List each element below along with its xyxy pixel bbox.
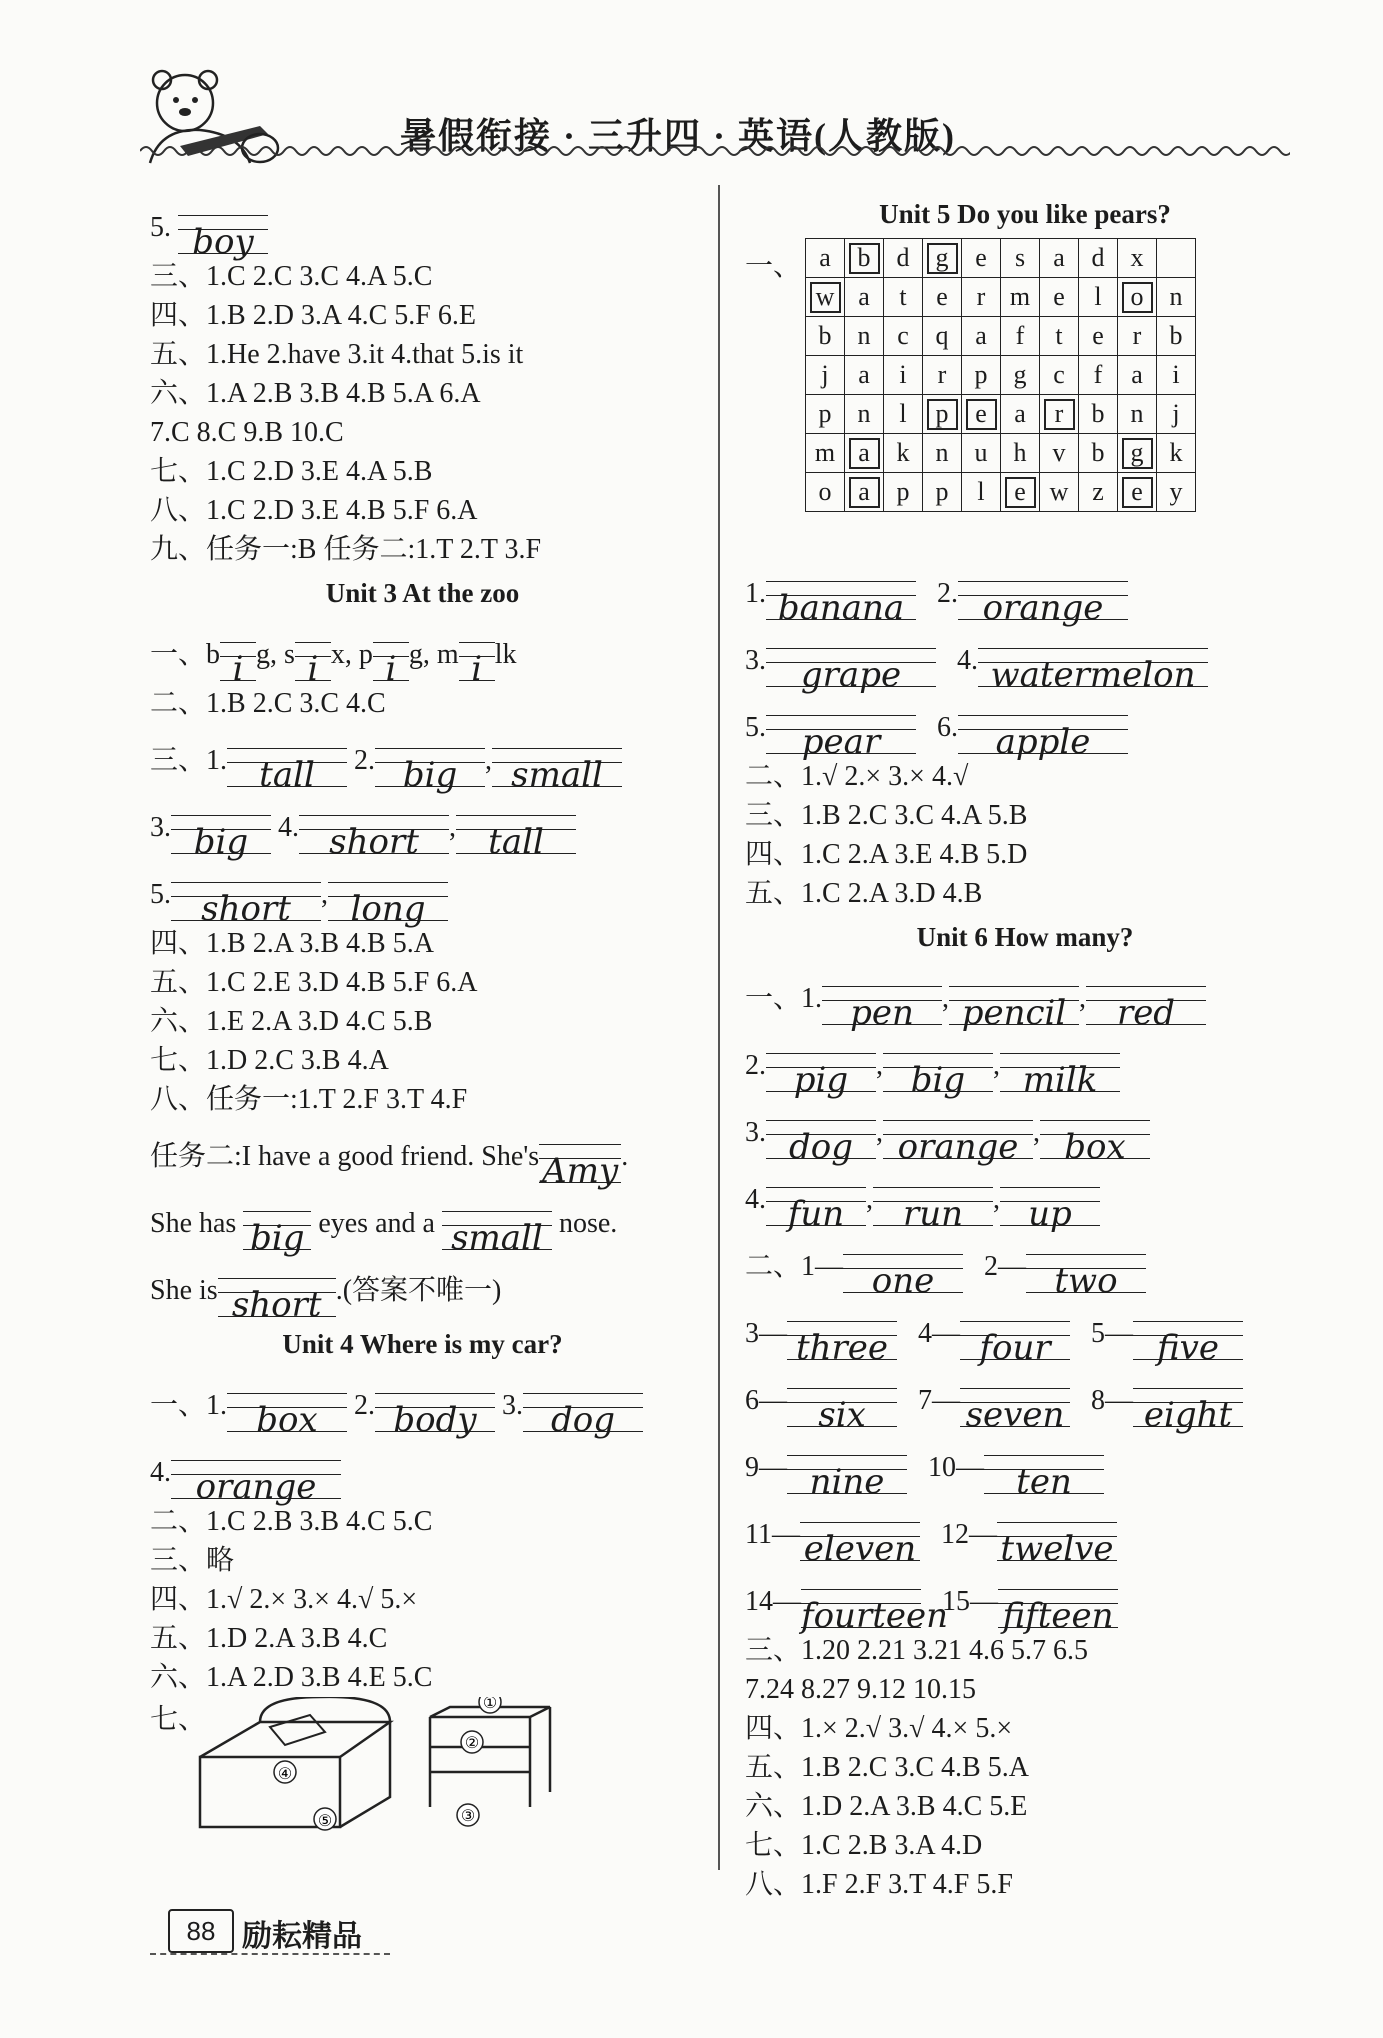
handwritten-answer: run [873, 1179, 993, 1237]
handwritten-answer: i [220, 634, 256, 692]
answer-line: 四、1.√ 2.× 3.× 4.√ 5.× [150, 1584, 418, 1615]
number-words-line: 9— nine 10— ten [745, 1430, 1305, 1497]
handwritten-answer: six [787, 1380, 897, 1438]
grid-cell: a [845, 278, 884, 317]
answer-line: 1. banana 2. orange [745, 556, 1305, 623]
handwritten-answer: four [960, 1313, 1070, 1371]
handwritten-answer: i [459, 634, 495, 692]
item-number: 5. [150, 212, 171, 243]
mark-1: ① [482, 1697, 498, 1712]
grid-cell: r [1040, 395, 1079, 434]
handwritten-answer: three [787, 1313, 897, 1371]
grid-cell: b [845, 239, 884, 278]
handwritten-answer: big [171, 807, 271, 865]
grid-cell: e [1079, 317, 1118, 356]
grid-cell: r [962, 278, 1001, 317]
answer-line: 六、1.A 2.D 3.B 4.E 5.C [150, 1662, 433, 1693]
handwritten-answer: milk [1000, 1045, 1120, 1103]
grid-cell: f [1079, 356, 1118, 395]
grid-cell: e [962, 239, 1001, 278]
answer-line: 四、1.B 2.A 3.B 4.B 5.A [150, 928, 434, 959]
handwritten-answer: fun [766, 1179, 866, 1237]
task2-line2: She has big eyes and a small nose. [150, 1186, 695, 1253]
grid-cell: e [962, 395, 1001, 434]
answer-line: 五、1.He 2.have 3.it 4.that 5.is it [150, 339, 524, 370]
grid-cell: g [923, 239, 962, 278]
grid-cell: s [1001, 239, 1040, 278]
left-column [150, 190, 695, 1830]
grid-cell: i [884, 356, 923, 395]
handwritten-answer: tall [456, 807, 576, 865]
number-words-line: 3— three 4— four 5— five [745, 1296, 1305, 1363]
grid-cell: n [923, 434, 962, 473]
handwritten-answer: five [1133, 1313, 1243, 1371]
grid-cell: a [1118, 356, 1157, 395]
brand-name: 励耘精品 [242, 1920, 362, 1953]
word-search: 一、 a b d g e s a d x w a t e r m e l o n b n c q a f t e r b j a i r p g c f a i p n l p e a r b n j m a k n u h v b g k o a p p l e w z e y [745, 238, 1305, 556]
answer-line: 三、1. tall 2. big , small [150, 723, 695, 790]
answer-line: 九、任务一:B 任务二:1.T 2.T 3.F [150, 534, 542, 565]
answer-line: 五、1.B 2.C 3.C 4.B 5.A [745, 1752, 1029, 1783]
number-words-line: 6— six 7— seven 8— eight [745, 1363, 1305, 1430]
answer-line: 5. short , long [150, 857, 695, 924]
grid-cell: f [1001, 317, 1040, 356]
handwritten-answer: twelve [997, 1514, 1117, 1572]
answer-line: 六、1.E 2.A 3.D 4.C 5.B [150, 1006, 433, 1037]
grid-cell: b [806, 317, 845, 356]
number-words-line: 11— eleven 12— twelve [745, 1497, 1305, 1564]
grid-cell: w [1040, 473, 1079, 512]
handwritten-answer: banana [766, 573, 916, 631]
handwritten-answer: fifteen [998, 1581, 1118, 1639]
answer-line: 六、1.A 2.B 3.B 4.B 5.A 6.A [150, 378, 481, 409]
handwritten-answer: long [328, 874, 448, 932]
answer-line: 三、1.B 2.C 3.C 4.A 5.B [745, 800, 1028, 831]
grid-cell: j [806, 356, 845, 395]
grid-cell: x [1118, 239, 1157, 278]
handwritten-answer: one [843, 1246, 963, 1304]
answer-line: 六、1.D 2.A 3.B 4.C 5.E [745, 1791, 1028, 1822]
handwritten-answer: pen [822, 978, 942, 1036]
grid-cell: m [806, 434, 845, 473]
answer-line: 4. fun , run , up [745, 1162, 1305, 1229]
grid-cell: o [806, 473, 845, 512]
grid-cell: n [845, 395, 884, 434]
grid-cell: c [884, 317, 923, 356]
grid-cell: p [962, 356, 1001, 395]
grid-cell: j [1157, 395, 1196, 434]
grid-cell: e [1001, 473, 1040, 512]
handwritten-answer: up [1000, 1179, 1100, 1237]
handwritten-answer: red [1086, 978, 1206, 1036]
grid-cell: e [1118, 473, 1157, 512]
page-header [0, 0, 1383, 170]
answer-line: 三、1.20 2.21 3.21 4.6 5.7 6.5 [745, 1635, 1089, 1666]
grid-cell: y [1157, 473, 1196, 512]
answer-line: 四、1.× 2.√ 3.√ 4.× 5.× [745, 1713, 1013, 1744]
handwritten-answer: two [1026, 1246, 1146, 1304]
answer-line: 7.24 8.27 9.12 10.15 [745, 1674, 976, 1705]
mark-3: ③ [460, 1808, 476, 1825]
answer-line: 一、1. pen , pencil , red [745, 961, 1305, 1028]
answer-line: 二、1.C 2.B 3.B 4.C 5.C [150, 1506, 433, 1537]
grid-cell: z [1079, 473, 1118, 512]
grid-cell: t [1040, 317, 1079, 356]
unit3-title: Unit 3 At the zoo [325, 578, 520, 608]
handwritten-answer: nine [787, 1447, 907, 1505]
grid-cell: m [1001, 278, 1040, 317]
handwritten-answer: short [218, 1270, 336, 1328]
handwritten-answer: seven [960, 1380, 1070, 1438]
answer-line [150, 190, 695, 262]
grid-cell: c [1040, 356, 1079, 395]
answer-line: 7.C 8.C 9.B 10.C [150, 417, 344, 448]
right-column [745, 190, 1305, 1904]
answer-line: 4. orange [150, 1435, 695, 1502]
number-words-line: 14— fourteen 15— fifteen [745, 1564, 1305, 1631]
column-divider [718, 185, 720, 1870]
answer-line: 3. big 4. short , tall [150, 790, 695, 857]
handwritten-answer: box [1040, 1112, 1150, 1170]
answer-line: 八、任务一:1.T 2.F 3.T 4.F [150, 1084, 468, 1115]
grid-cell: n [1157, 278, 1196, 317]
mark-5: ⑤ [317, 1813, 333, 1830]
handwritten-answer: pear [766, 707, 916, 765]
handwritten-answer: short [299, 807, 449, 865]
grid-cell: e [923, 278, 962, 317]
grid-cell: a [1001, 395, 1040, 434]
handwritten-answer: dog [523, 1385, 643, 1443]
unit5-title: Unit 5 Do you like pears? [879, 199, 1171, 229]
grid-cell: a [845, 356, 884, 395]
answer-line: 八、1.F 2.F 3.T 4.F 5.F [745, 1869, 1013, 1900]
mark-2: ② [464, 1735, 480, 1752]
answer-line: 3. grape 4. watermelon [745, 623, 1305, 690]
handwritten-answer: orange [883, 1112, 1033, 1170]
handwritten-answer: i [295, 634, 331, 692]
handwritten-answer: small [492, 740, 622, 798]
number-words-line: 二、1— one 2— two [745, 1229, 1305, 1296]
page-number: 88 [168, 1909, 234, 1953]
grid-cell: b [1157, 317, 1196, 356]
handwritten-answer: i [373, 634, 409, 692]
grid-cell: d [884, 239, 923, 278]
grid-cell: p [884, 473, 923, 512]
grid-cell: g [1118, 434, 1157, 473]
handwritten-answer: eight [1133, 1380, 1243, 1438]
grid-cell: n [845, 317, 884, 356]
grid-cell [1157, 239, 1196, 278]
grid-cell: o [1118, 278, 1157, 317]
answer-line: 一、1. box 2. body 3. dog [150, 1368, 695, 1435]
handwritten-answer: grape [766, 640, 936, 698]
handwritten-answer: orange [171, 1452, 341, 1510]
handwritten-answer: fourteen [801, 1581, 921, 1639]
answer-line: 三、略 [150, 1545, 235, 1576]
grid-cell: a [962, 317, 1001, 356]
unit4-title: Unit 4 Where is my car? [282, 1329, 563, 1359]
grid-cell: w [806, 278, 845, 317]
mark-4: ④ [277, 1766, 293, 1783]
handwritten-answer: body [375, 1385, 495, 1443]
handwritten-answer: ten [984, 1447, 1104, 1505]
handwritten-answer: watermelon [978, 640, 1208, 698]
answer-line: 二、1.B 2.C 3.C 4.C [150, 688, 386, 719]
handwritten-answer: dog [766, 1112, 876, 1170]
word-search-grid [805, 238, 1196, 512]
grid-cell: t [884, 278, 923, 317]
grid-cell: i [1157, 356, 1196, 395]
answer-line: 七、1.D 2.C 3.B 4.A [150, 1045, 389, 1076]
grid-cell: p [923, 473, 962, 512]
grid-cell: r [923, 356, 962, 395]
grid-cell: l [1079, 278, 1118, 317]
handwritten-answer: big [883, 1045, 993, 1103]
answer-line: 五、1.C 2.A 3.D 4.B [745, 878, 983, 909]
grid-cell: q [923, 317, 962, 356]
handwritten-answer: short [171, 874, 321, 932]
answer-line: 二、1.√ 2.× 3.× 4.√ [745, 761, 969, 792]
handwritten-answer: box [227, 1385, 347, 1443]
header-wave-divider [140, 143, 1290, 159]
answer-line: 四、1.C 2.A 3.E 4.B 5.D [745, 839, 1028, 870]
grid-cell: v [1040, 434, 1079, 473]
grid-cell: b [1079, 434, 1118, 473]
handwritten-answer: boy [178, 207, 268, 265]
answer-line: 五、1.C 2.E 3.D 4.B 5.F 6.A [150, 967, 478, 998]
unit4-q7: 七、 ④ ⑤ ① ② ③ [150, 1697, 695, 1827]
unit3-q1: 一、b i g, s i x, p i g, m i lk [150, 617, 695, 684]
grid-cell: e [1040, 278, 1079, 317]
page-title: 暑假衔接 · 三升四 · 英语(人教版) [400, 116, 956, 156]
grid-cell: n [1118, 395, 1157, 434]
grid-cell: u [962, 434, 1001, 473]
handwritten-answer: big [375, 740, 485, 798]
handwritten-answer: orange [958, 573, 1128, 631]
answer-line: 四、1.B 2.D 3.A 4.C 5.F 6.E [150, 300, 476, 331]
grid-cell: d [1079, 239, 1118, 278]
answer-line: 八、1.C 2.D 3.E 4.B 5.F 6.A [150, 495, 478, 526]
handwritten-answer: small [442, 1203, 552, 1261]
answer-line: 三、1.C 2.C 3.C 4.A 5.C [150, 261, 433, 292]
handwritten-answer: pig [766, 1045, 876, 1103]
answer-line: 5. pear 6. apple [745, 690, 1305, 757]
answer-line: 2. pig , big , milk [745, 1028, 1305, 1095]
grid-cell: a [806, 239, 845, 278]
grid-cell: k [1157, 434, 1196, 473]
handwritten-answer: big [243, 1203, 311, 1261]
handwritten-answer: pencil [949, 978, 1079, 1036]
answer-line: 七、1.C 2.B 3.A 4.D [745, 1830, 983, 1861]
handwritten-answer: Amy [539, 1136, 621, 1194]
grid-cell: r [1118, 317, 1157, 356]
grid-cell: a [1040, 239, 1079, 278]
unit6-title: Unit 6 How many? [916, 922, 1134, 952]
answer-line: 3. dog , orange , box [745, 1095, 1305, 1162]
grid-cell: k [884, 434, 923, 473]
task2-line3: She is short .(答案不唯一) [150, 1253, 695, 1320]
handwritten-answer: tall [227, 740, 347, 798]
grid-cell: g [1001, 356, 1040, 395]
grid-cell: h [1001, 434, 1040, 473]
grid-cell: l [884, 395, 923, 434]
bed-desk-picture-icon [190, 1697, 610, 1832]
handwritten-answer: apple [958, 707, 1128, 765]
grid-cell: p [923, 395, 962, 434]
handwritten-answer: eleven [800, 1514, 920, 1572]
page-footer [150, 1905, 400, 1955]
grid-cell: a [845, 434, 884, 473]
task2-line1: 任务二:I have a good friend. She's Amy . [150, 1119, 695, 1186]
grid-cell: a [845, 473, 884, 512]
grid-cell: b [1079, 395, 1118, 434]
answer-line: 七、1.C 2.D 3.E 4.A 5.B [150, 456, 433, 487]
answer-line: 五、1.D 2.A 3.B 4.C [150, 1623, 388, 1654]
grid-cell: p [806, 395, 845, 434]
grid-cell: l [962, 473, 1001, 512]
